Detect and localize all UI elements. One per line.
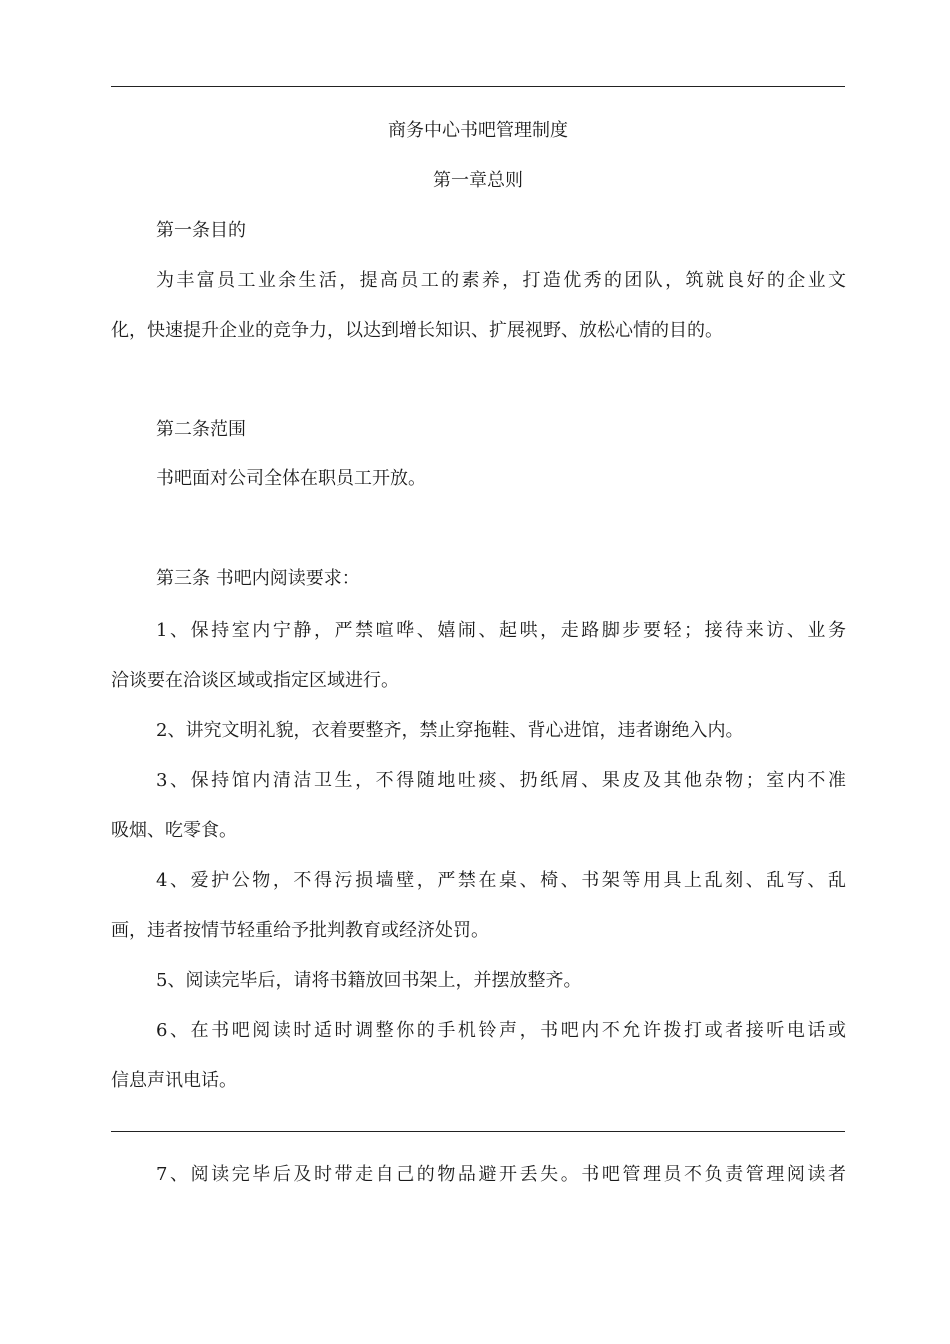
item4-line1: 4、爱护公物，不得污损墙壁，严禁在桌、椅、书架等用具上乱刻、乱写、乱 xyxy=(156,870,846,891)
item6-line2: 信息声讯电话。 xyxy=(111,1070,237,1091)
document-title: 商务中心书吧管理制度 xyxy=(388,120,568,141)
top-divider xyxy=(111,86,845,87)
item7-line1: 7、阅读完毕后及时带走自己的物品避开丢失。书吧管理员不负责管理阅读者 xyxy=(156,1164,846,1185)
item5: 5、阅读完毕后，请将书籍放回书架上，并摆放整齐。 xyxy=(156,970,582,991)
item1-line1: 1、保持室内宁静，严禁喧哗、嬉闹、起哄，走路脚步要轻；接待来访、业务 xyxy=(156,620,846,641)
article1-line2: 化，快速提升企业的竞争力，以达到增长知识、扩展视野、放松心情的目的。 xyxy=(111,320,723,341)
item4-line2: 画，违者按情节轻重给予批判教育或经济处罚。 xyxy=(111,920,489,941)
chapter-heading: 第一章总则 xyxy=(433,170,523,191)
article2-text: 书吧面对公司全体在职员工开放。 xyxy=(156,468,426,489)
article3-heading: 第三条 书吧内阅读要求： xyxy=(156,568,360,589)
article1-line1: 为丰富员工业余生活，提高员工的素养，打造优秀的团队，筑就良好的企业文 xyxy=(156,270,846,291)
item3-line2: 吸烟、吃零食。 xyxy=(111,820,237,841)
article2-heading: 第二条范围 xyxy=(156,419,246,440)
item6-line1: 6、在书吧阅读时适时调整你的手机铃声，书吧内不允许拨打或者接听电话或 xyxy=(156,1020,846,1041)
bottom-divider xyxy=(111,1131,845,1132)
item2: 2、讲究文明礼貌，衣着要整齐，禁止穿拖鞋、背心进馆，违者谢绝入内。 xyxy=(156,720,744,741)
item1-line2: 洽谈要在洽谈区域或指定区域进行。 xyxy=(111,670,399,691)
item3-line1: 3、保持馆内清洁卫生，不得随地吐痰、扔纸屑、果皮及其他杂物；室内不准 xyxy=(156,770,846,791)
article1-heading: 第一条目的 xyxy=(156,220,246,241)
